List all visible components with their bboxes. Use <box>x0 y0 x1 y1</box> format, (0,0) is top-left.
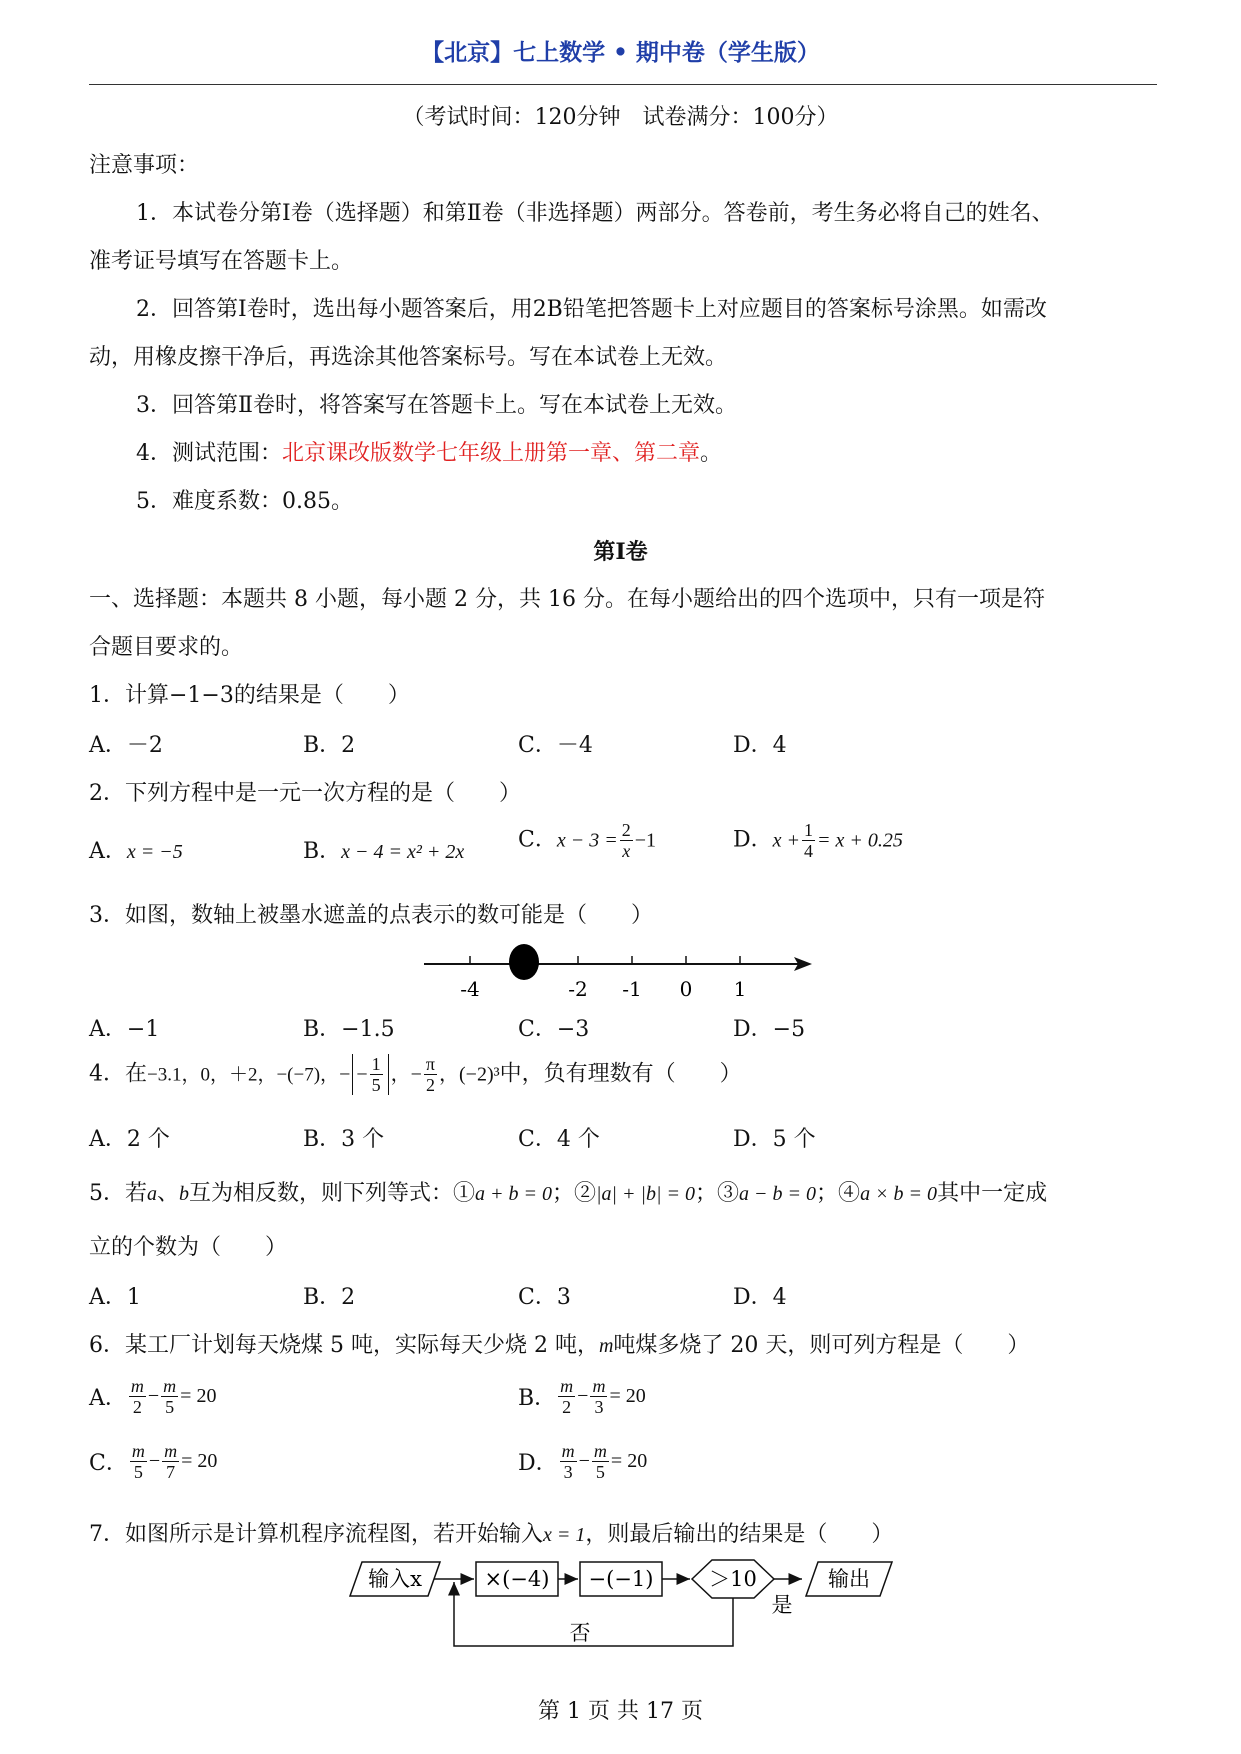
flow-compare-label: ＞10 <box>709 1567 757 1591</box>
q5-equation-3: a − b = 0 <box>739 1183 817 1205</box>
q5-stem-end: 其中一定成 <box>937 1181 1048 1206</box>
q6-a-frac-2 <box>161 1376 178 1417</box>
flow-output-label: 输出 <box>828 1567 870 1591</box>
flow-no-label: 否 <box>569 1621 591 1645</box>
notes-heading: 注意事项： <box>89 153 200 178</box>
question-6-stem <box>89 1328 1029 1359</box>
q6-b-den-2: 3 <box>594 1397 604 1417</box>
q1-option-d: D．4 <box>733 733 787 758</box>
q4-stem-end: 中，负有理数有（ ） <box>499 1061 742 1087</box>
section-intro-line-1: 一、选择题：本题共 8 小题，每小题 2 分，共 16 分。在每小题给出的四个选项中，只有一项是符 <box>89 587 1045 612</box>
number-line-figure <box>420 942 820 1002</box>
q4-abs-minus: − <box>356 1063 368 1086</box>
q2-c-label: C． <box>518 827 557 853</box>
note-2-line-1: 2．回答第Ⅰ卷时，选出每小题答案后，用2B铅笔把答题卡上对应题目的答案标号涂黑。如需改 <box>136 297 1047 322</box>
q6-option-c <box>89 1441 217 1482</box>
q4-option-b: B．3 个 <box>303 1127 385 1152</box>
document-header-title: 【北京】七上数学 • 期中卷（学生版） <box>421 39 820 66</box>
q5-stem-middle: 互为相反数，则下列等式：① <box>189 1181 476 1206</box>
ink-blot <box>509 944 539 980</box>
q4-stem-start: 4．在 <box>89 1061 147 1087</box>
q1-option-a: A．－2 <box>89 733 163 758</box>
section-title: 第Ⅰ卷 <box>593 539 648 565</box>
q2-a-label: A． <box>89 839 127 864</box>
q2-d-fraction <box>802 820 815 861</box>
q6-stem-start: 6．某工厂计划每天烧煤 5 吨，实际每天少烧 2 吨， <box>89 1333 599 1358</box>
flow-step-2-label: −(−1) <box>588 1567 654 1591</box>
q6-b-rhs: = 20 <box>609 1385 646 1407</box>
question-1-stem: 1．计算−1−3的结果是（ ） <box>89 683 410 708</box>
q2-c-left: x − 3 = <box>556 829 618 852</box>
q6-option-b <box>518 1376 646 1417</box>
note-1-line-1: 1．本试卷分第Ⅰ卷（选择题）和第Ⅱ卷（非选择题）两部分。答卷前，考生务必将自己的姓名、 <box>136 201 1054 226</box>
q2-option-b <box>303 834 464 865</box>
q2-d-left: x + <box>772 829 801 852</box>
q4-option-c: C．4 个 <box>518 1127 600 1152</box>
q6-b-label: B． <box>518 1386 557 1411</box>
question-2-stem: 2．下列方程中是一元一次方程的是（ ） <box>89 781 521 806</box>
q6-a-num-2: m <box>163 1376 177 1396</box>
q5-equation-1: a + b = 0 <box>475 1183 553 1205</box>
q4-power: ，(−2)³ <box>439 1063 500 1086</box>
q5-option-c: C．3 <box>518 1285 571 1310</box>
q6-d-num-2: m <box>593 1441 607 1461</box>
section-intro-line-2: 合题目要求的。 <box>89 635 244 660</box>
q2-option-c <box>518 820 656 861</box>
q6-a-minus: − <box>147 1385 160 1407</box>
q6-b-frac-2 <box>590 1376 607 1417</box>
q4-option-a: A．2 个 <box>89 1127 170 1152</box>
q4-pi-num: π <box>425 1054 435 1074</box>
q6-d-minus: − <box>578 1450 590 1472</box>
q6-var-m: m <box>598 1335 614 1357</box>
note-1-line-2: 准考证号填写在答题卡上。 <box>89 249 354 274</box>
q6-a-den-2: 5 <box>165 1397 175 1417</box>
tick-label-0: 0 <box>679 977 693 1001</box>
q5-var-a: a <box>147 1183 157 1205</box>
q6-d-rhs: = 20 <box>610 1450 648 1472</box>
q6-b-num-2: m <box>592 1376 606 1396</box>
q6-b-num-1: m <box>560 1376 574 1396</box>
q3-option-b: B．−1.5 <box>303 1017 395 1042</box>
header-divider <box>89 84 1157 85</box>
q3-option-d: D．−5 <box>733 1017 806 1042</box>
q6-b-frac-1 <box>558 1376 575 1417</box>
q2-c-den: x <box>622 841 631 861</box>
exam-info: （考试时间：120分钟 试卷满分：100分） <box>402 105 839 130</box>
q4-pi-den: 2 <box>425 1075 435 1095</box>
q6-c-den-2: 7 <box>166 1462 176 1482</box>
tick-label-minus-4: -4 <box>460 977 480 1001</box>
q4-number-list: −3.1，0，＋2，−(−7)， <box>147 1064 340 1086</box>
q6-d-frac-1 <box>560 1441 577 1482</box>
q6-d-frac-2 <box>592 1441 609 1482</box>
q6-c-rhs: = 20 <box>181 1450 218 1472</box>
q5-equation-4: a × b = 0 <box>860 1183 938 1205</box>
q1-option-b: B．2 <box>303 733 356 758</box>
q6-d-den-2: 5 <box>595 1462 605 1482</box>
q4-abs-prefix: − <box>339 1063 351 1086</box>
q2-option-d <box>733 820 903 861</box>
q5-equation-2: |a| + |b| = 0 <box>596 1183 696 1205</box>
q2-c-num: 2 <box>621 820 631 840</box>
q7-condition: x = 1 <box>543 1524 586 1546</box>
q6-a-num-1: m <box>130 1376 144 1396</box>
note-4-suffix: 。 <box>700 441 723 466</box>
q6-d-num-1: m <box>561 1441 575 1461</box>
note-3: 3．回答第Ⅱ卷时，将答案写在答题卡上。写在本试卷上无效。 <box>136 393 737 418</box>
q7-stem-start: 7．如图所示是计算机程序流程图，若开始输入 <box>89 1522 543 1547</box>
q2-c-fraction <box>620 820 633 861</box>
note-4-prefix: 4．测试范围： <box>136 441 282 466</box>
flow-step-1-label: ×(−4) <box>484 1567 550 1591</box>
test-range: 北京课改版数学七年级上册第一章、第二章 <box>282 441 701 466</box>
q2-d-num: 1 <box>804 820 814 840</box>
q6-a-frac-1 <box>129 1376 146 1417</box>
q6-a-den-1: 2 <box>132 1397 142 1417</box>
q5-option-b: B．2 <box>303 1285 356 1310</box>
q6-stem-end: 吨煤多烧了 20 天，则可列方程是（ ） <box>613 1333 1030 1358</box>
q6-c-frac-1 <box>130 1441 147 1482</box>
q4-option-d: D．5 个 <box>733 1127 816 1152</box>
q5-sep-3: ；③ <box>695 1181 740 1206</box>
q2-b-expr: x − 4 = x² + 2x <box>341 841 465 863</box>
q4-pi-fraction <box>424 1054 437 1095</box>
q2-d-den: 4 <box>804 841 814 861</box>
q2-a-expr: x = −5 <box>126 841 183 863</box>
note-4 <box>136 436 722 467</box>
q6-b-minus: − <box>577 1385 589 1407</box>
q4-absolute-value <box>352 1054 388 1095</box>
q2-c-right: −1 <box>634 829 656 852</box>
q6-c-label: C． <box>89 1451 128 1476</box>
q5-var-b: b <box>179 1183 190 1205</box>
flow-input-label: 输入x <box>368 1567 422 1591</box>
q5-sep-4: ；④ <box>816 1181 861 1206</box>
q6-c-frac-2 <box>162 1441 179 1482</box>
q2-d-label: D． <box>733 827 773 853</box>
q4-abs-den: 5 <box>371 1075 381 1095</box>
q2-d-right: = x + 0.25 <box>817 829 903 852</box>
question-7-stem <box>89 1517 893 1548</box>
q6-d-label: D． <box>518 1451 558 1476</box>
question-5-stem-line-1 <box>89 1176 1047 1207</box>
q2-b-label: B． <box>303 839 342 864</box>
q6-a-label: A． <box>89 1386 127 1411</box>
tick-label-1: 1 <box>733 977 747 1001</box>
q6-d-den-1: 3 <box>563 1462 573 1482</box>
q6-c-den-1: 5 <box>133 1462 143 1482</box>
q3-option-a: A．−1 <box>89 1017 160 1042</box>
q7-stem-end: ，则最后输出的结果是（ ） <box>585 1522 894 1547</box>
q6-c-num-1: m <box>131 1441 145 1461</box>
q5-stem-start: 5．若 <box>89 1181 147 1206</box>
q6-a-rhs: = 20 <box>180 1385 217 1407</box>
note-5: 5．难度系数：0.85。 <box>136 489 353 514</box>
tick-label-minus-1: -1 <box>622 977 642 1001</box>
q4-pi-prefix: ，− <box>390 1063 422 1086</box>
question-3-stem: 3．如图，数轴上被墨水遮盖的点表示的数可能是（ ） <box>89 903 653 928</box>
q3-option-c: C．−3 <box>518 1017 590 1042</box>
q6-option-a <box>89 1376 216 1417</box>
q5-sep-2: ；② <box>552 1181 597 1206</box>
question-5-stem-line-2: 立的个数为（ ） <box>89 1235 288 1260</box>
flow-yes-label: 是 <box>771 1593 793 1617</box>
flow-loop-arrow-icon <box>454 1582 733 1646</box>
q6-option-d <box>518 1441 647 1482</box>
q6-b-den-1: 2 <box>562 1397 572 1417</box>
q2-option-a <box>89 834 183 865</box>
question-4-stem <box>89 1054 742 1095</box>
tick-label-minus-2: -2 <box>568 977 588 1001</box>
q4-abs-fraction <box>370 1054 383 1095</box>
q4-abs-num: 1 <box>371 1054 381 1074</box>
flowchart-figure <box>340 1556 900 1666</box>
q5-option-a: A．1 <box>89 1285 141 1310</box>
q5-separator: 、 <box>157 1181 180 1206</box>
q5-option-d: D．4 <box>733 1285 787 1310</box>
q6-c-num-2: m <box>164 1441 178 1461</box>
note-2-line-2: 动，用橡皮擦干净后，再选涂其他答案标号。写在本试卷上无效。 <box>89 345 728 370</box>
q1-option-c: C．－4 <box>518 733 593 758</box>
q6-c-minus: − <box>148 1450 161 1472</box>
page-footer: 第 1 页 共 17 页 <box>538 1699 703 1724</box>
